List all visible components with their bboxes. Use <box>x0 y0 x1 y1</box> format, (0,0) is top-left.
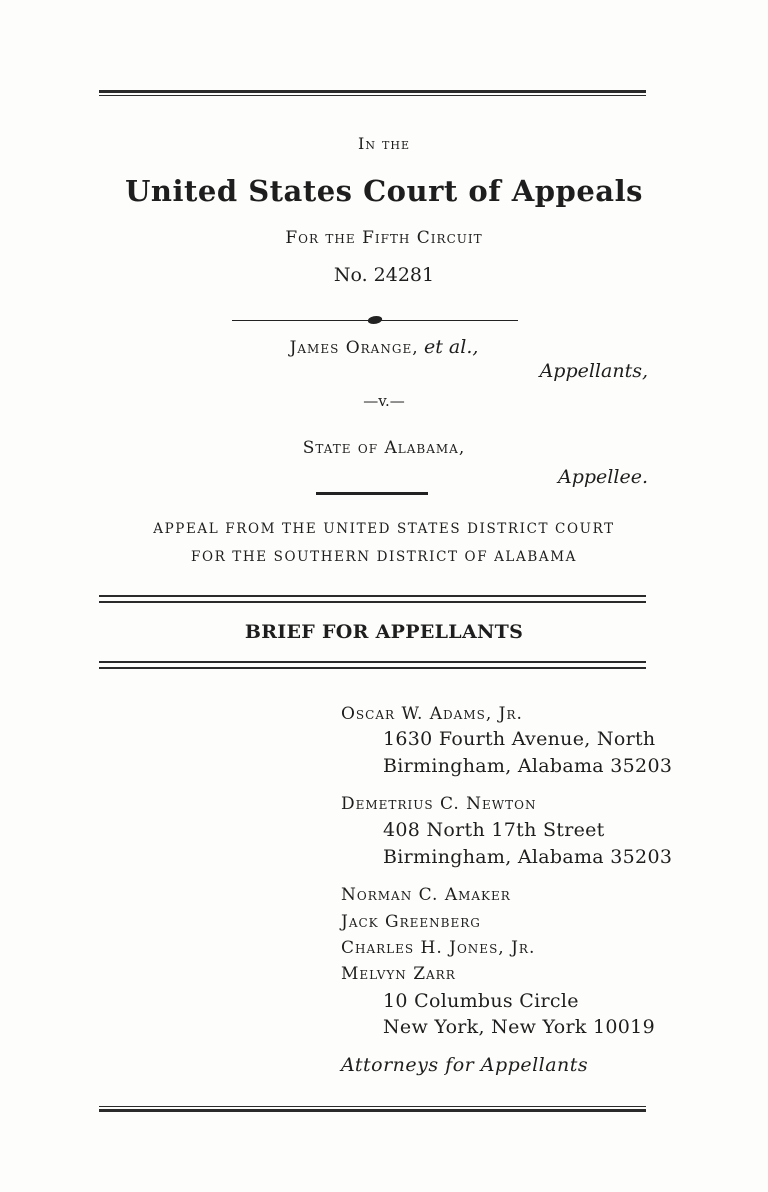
brief-title: BRIEF FOR APPELLANTS <box>244 621 524 643</box>
attorneys-footer: Attorneys for Appellants <box>341 1054 589 1076</box>
title-rule-bottom <box>99 661 646 669</box>
in-the-heading: In the <box>358 134 410 153</box>
circuit-heading: For the Fifth Circuit <box>285 228 483 248</box>
appellant-line <box>0 336 768 358</box>
appellee-role: Appellee. <box>558 466 648 488</box>
appellant-role: Appellants, <box>539 360 648 382</box>
attorney-address-line: 1630 Fourth Avenue, North <box>383 728 656 750</box>
court-name: United States Court of Appeals <box>125 174 643 208</box>
case-number: No. 24281 <box>333 264 435 286</box>
attorney-name: Demetrius C. Newton <box>341 794 537 814</box>
attorney-name: Norman C. Amaker <box>341 885 511 905</box>
attorney-name: Charles H. Jones, Jr. <box>341 938 536 958</box>
appellant-name: James Orange, <box>289 338 419 358</box>
appeal-line-2: FOR THE SOUTHERN DISTRICT OF ALABAMA <box>191 549 577 565</box>
top-rule <box>99 90 646 96</box>
attorney-name: Oscar W. Adams, Jr. <box>341 704 523 724</box>
attorney-name: Jack Greenberg <box>341 912 481 932</box>
attorney-address-line: Birmingham, Alabama 35203 <box>383 846 673 868</box>
bottom-rule <box>99 1106 646 1112</box>
attorney-address-line: 408 North 17th Street <box>383 819 605 841</box>
short-rule <box>316 492 428 495</box>
appellant-etal: et al., <box>424 336 479 358</box>
attorney-name: Melvyn Zarr <box>341 964 456 984</box>
attorney-address-line: New York, New York 10019 <box>383 1016 655 1038</box>
versus: —v.— <box>363 392 405 410</box>
attorney-address-line: Birmingham, Alabama 35203 <box>383 755 673 777</box>
appeal-line-1: APPEAL FROM THE UNITED STATES DISTRICT COURT <box>153 521 615 537</box>
appellee-name: State of Alabama, <box>302 438 466 458</box>
title-rule-top <box>99 595 646 603</box>
attorney-address-line: 10 Columbus Circle <box>383 990 579 1012</box>
ornamental-divider <box>232 316 518 326</box>
